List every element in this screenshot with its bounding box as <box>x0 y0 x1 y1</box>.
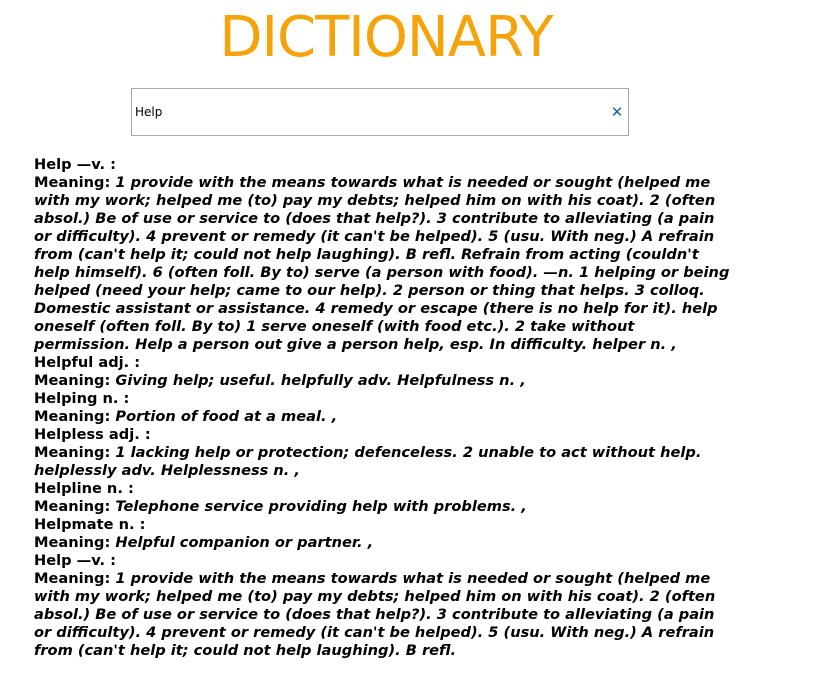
entry-definition: Portion of food at a meal. , <box>115 408 338 425</box>
meaning-label: Meaning: <box>34 570 116 587</box>
list-item <box>34 516 734 552</box>
entry-word: Help —v. : <box>34 552 117 569</box>
meaning-label: Meaning: <box>34 174 116 191</box>
entry-definition: 1 provide with the means towards what is needed or sought (helped me with my work; helped me (to) pay my debts; helped him on with his coat). 2 (often absol.) Be of use or service to (does that help?). 3 contribute to alleviating (a pain or difficulty). 4 prevent or remedy (it can't be helped). 5 (usu. With neg.) A refrain from (can't help it; could not help laughing). B refl. Refrain from acting (couldn't help himself). 6 (often foll. By to) serve (a person with food). —n. 1 helping or being helped (need your help; came to our help). 2 person or thing that helps. 3 colloq. Domestic assistant or assistance. 4 remedy or escape (there is no help for it). help oneself (often foll. By to) 1 serve oneself (with food etc.). 2 take without permission. Help a person out give a person help, esp. In difficulty. helper n. , <box>34 174 730 353</box>
meaning-label: Meaning: <box>34 372 116 389</box>
entry-word: Helpless adj. : <box>34 426 151 443</box>
search-input[interactable] <box>135 101 595 123</box>
entry-word: Helpmate n. : <box>34 516 146 533</box>
list-item <box>34 552 734 660</box>
entry-meaning <box>34 570 734 660</box>
list-item <box>34 156 734 354</box>
entry-meaning <box>34 372 734 390</box>
page-title: DICTIONARY <box>219 5 553 70</box>
list-item <box>34 426 734 480</box>
meaning-label: Meaning: <box>34 444 116 461</box>
entry-word: Helpline n. : <box>34 480 134 497</box>
entry-meaning <box>34 498 734 516</box>
meaning-label: Meaning: <box>34 408 116 425</box>
entry-meaning <box>34 174 734 354</box>
entry-meaning <box>34 408 734 426</box>
close-icon[interactable]: ✕ <box>610 103 624 121</box>
entry-word: Helpful adj. : <box>34 354 141 371</box>
entry-word: Helping n. : <box>34 390 130 407</box>
entry-definition: Telephone service providing help with problems. , <box>115 498 527 515</box>
entry-definition: 1 provide with the means towards what is needed or sought (helped me with my work; helped me (to) pay my debts; helped him on with his coat). 2 (often absol.) Be of use or service to (does that help?). 3 contribute to alleviating (a pain or difficulty). 4 prevent or remedy (it can't be helped). 5 (usu. With neg.) A refrain from (can't help it; could not help laughing). B refl. <box>34 570 716 659</box>
results-list <box>34 156 734 660</box>
entry-definition: 1 lacking help or protection; defenceless. 2 unable to act without help. helplessly adv. Helplessness n. , <box>34 444 702 479</box>
meaning-label: Meaning: <box>34 534 116 551</box>
list-item <box>34 354 734 390</box>
list-item <box>34 390 734 426</box>
entry-meaning <box>34 444 734 480</box>
entry-word: Help —v. : <box>34 156 117 173</box>
entry-meaning <box>34 534 734 552</box>
entry-definition: Giving help; useful. helpfully adv. Helpfulness n. , <box>115 372 526 389</box>
entry-definition: Helpful companion or partner. , <box>115 534 374 551</box>
meaning-label: Meaning: <box>34 498 116 515</box>
list-item <box>34 480 734 516</box>
search-box[interactable] <box>131 88 629 136</box>
